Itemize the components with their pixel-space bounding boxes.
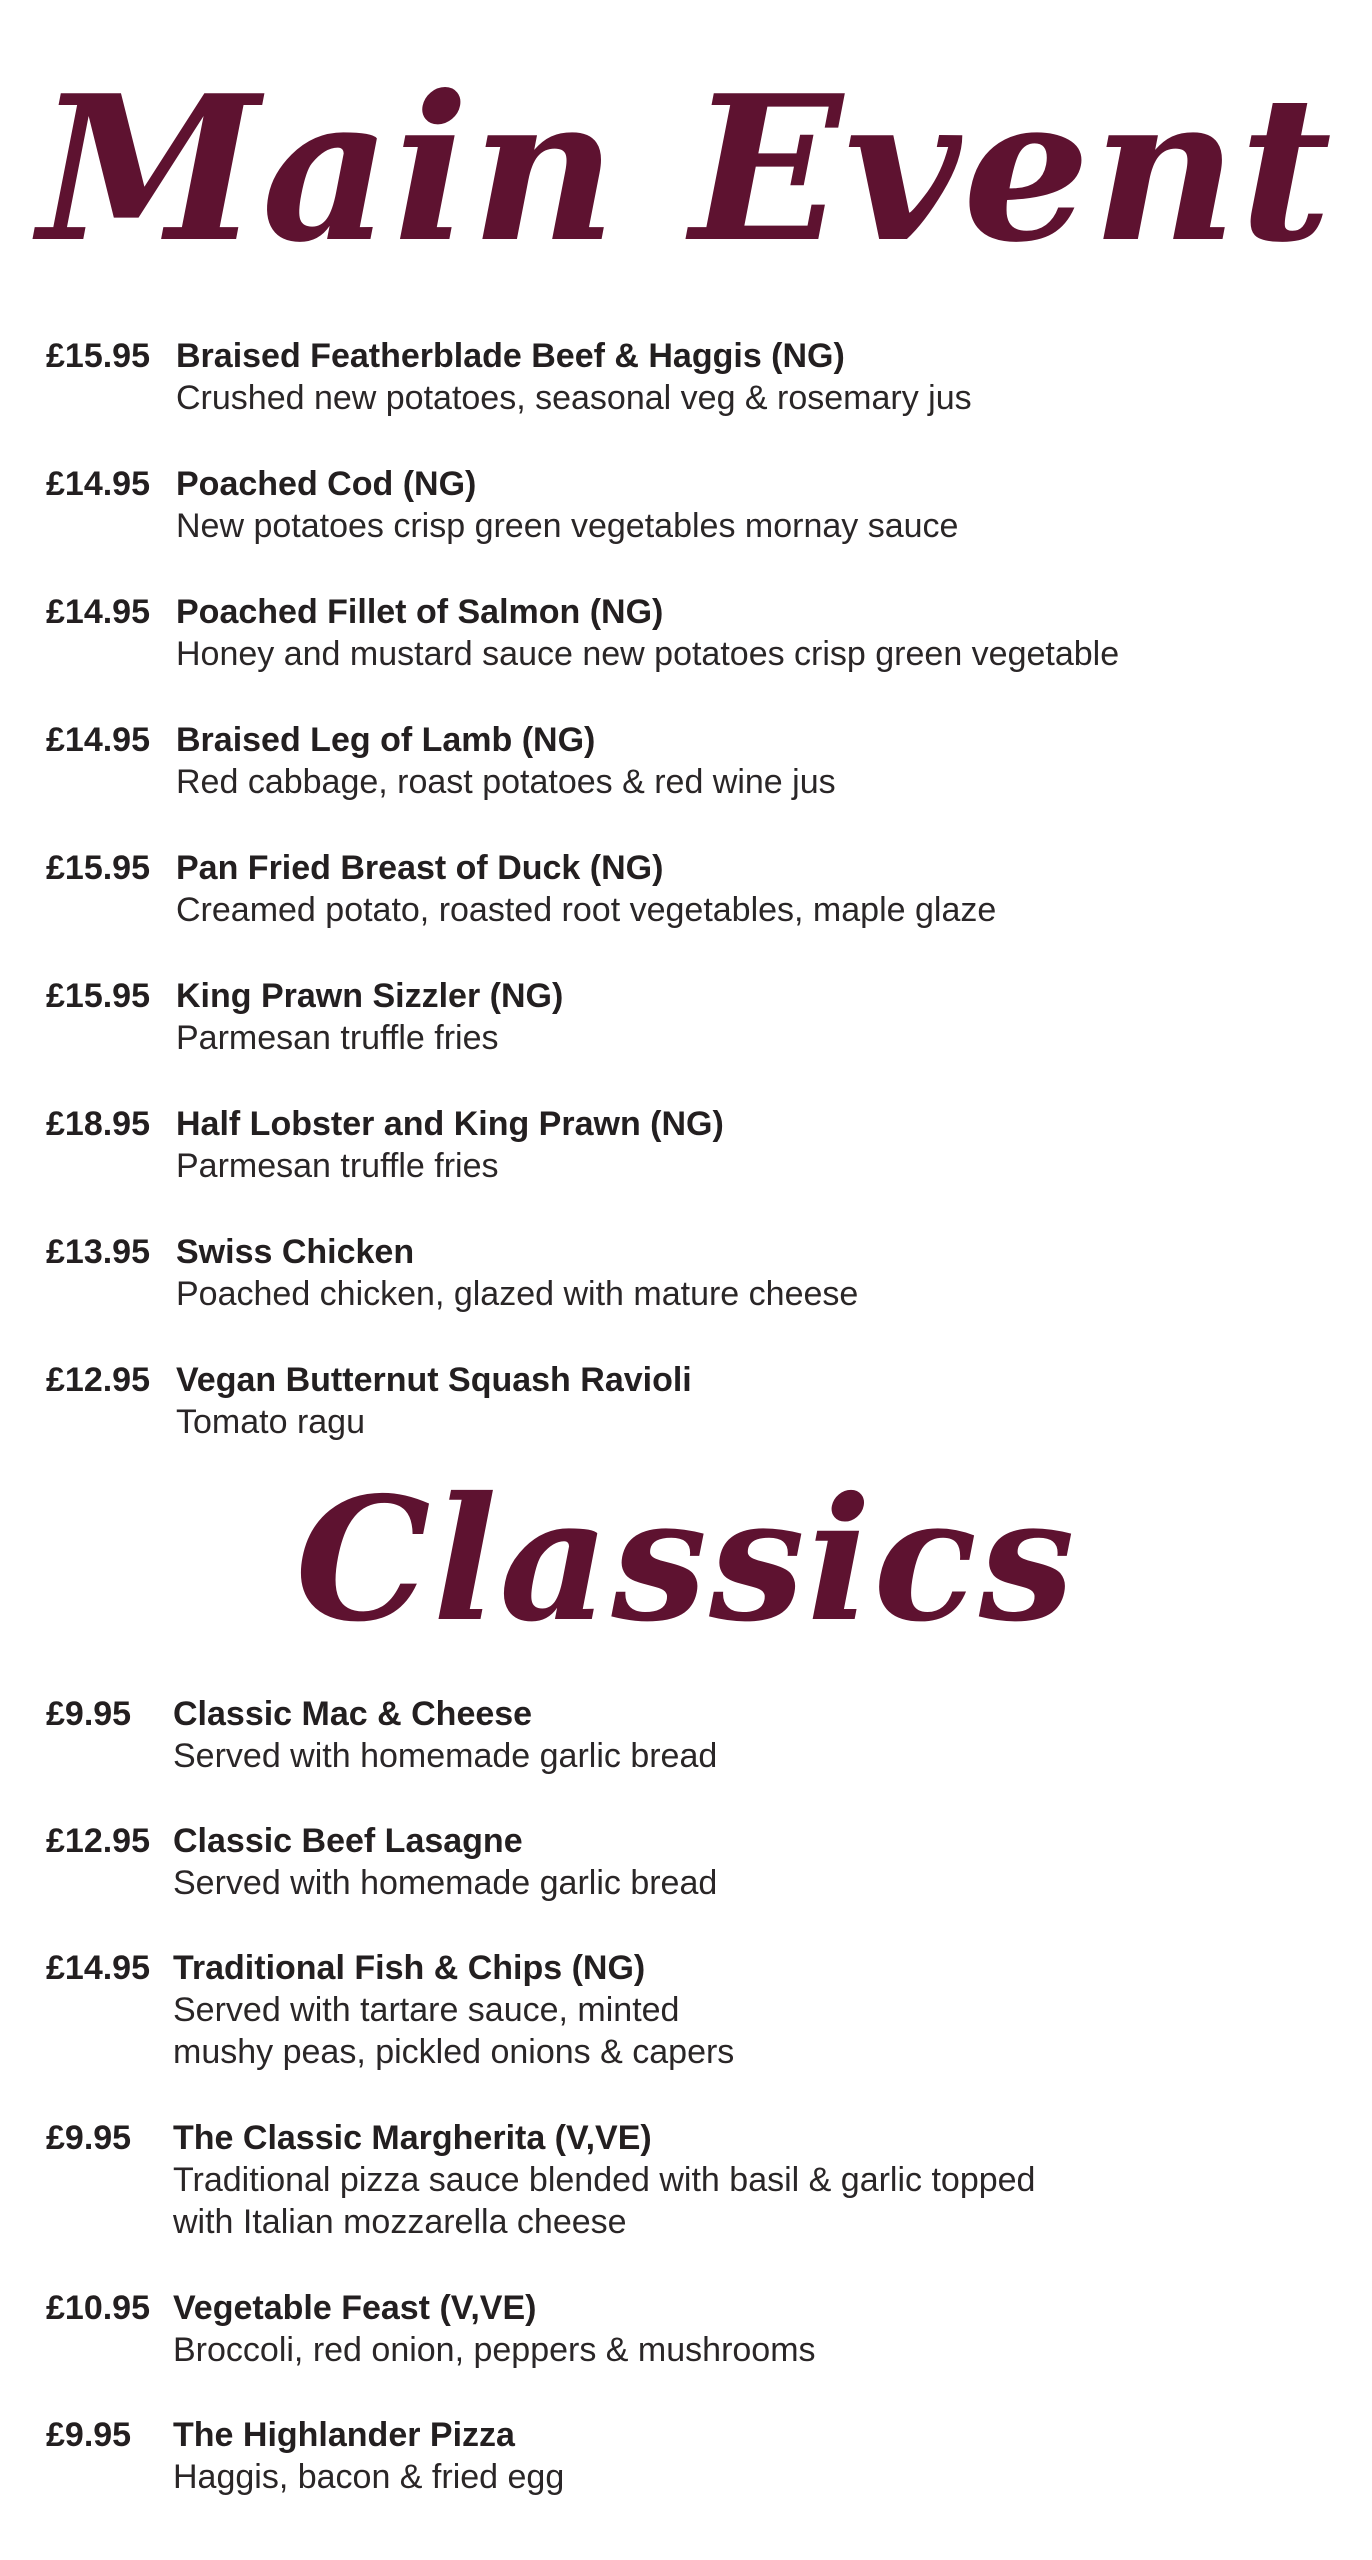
item-description: Parmesan truffle fries	[176, 1147, 499, 1185]
main-event-heading: Main Event	[38, 52, 1334, 287]
item-name: Vegetable Feast (V,VE)	[173, 2289, 537, 2327]
item-name: Poached Fillet of Salmon (NG)	[176, 593, 664, 631]
item-description: Haggis, bacon & fried egg	[173, 2458, 565, 2496]
item-name: Classic Beef Lasagne	[173, 1822, 523, 1860]
menu-item	[0, 2117, 1372, 2287]
item-name: Vegan Butternut Squash Ravioli	[176, 1361, 692, 1399]
item-name: Poached Cod (NG)	[176, 465, 477, 503]
menu-item	[0, 591, 1372, 719]
menu-item	[0, 2414, 1372, 2541]
menu-item	[0, 719, 1372, 847]
item-price: £12.95	[46, 1361, 150, 1399]
item-name: The Classic Margherita (V,VE)	[173, 2119, 652, 2157]
item-description: Served with homemade garlic bread	[173, 1864, 718, 1902]
item-price: £10.95	[46, 2289, 150, 2327]
item-price: £15.95	[46, 337, 150, 375]
item-description: Honey and mustard sauce new potatoes crisp green vegetable	[176, 635, 1120, 673]
item-name: Braised Leg of Lamb (NG)	[176, 721, 596, 759]
item-description: Red cabbage, roast potatoes & red wine jus	[176, 763, 836, 801]
menu-item	[0, 2287, 1372, 2414]
item-name: Half Lobster and King Prawn (NG)	[176, 1105, 724, 1143]
item-name: Classic Mac & Cheese	[173, 1695, 533, 1733]
menu-item	[0, 1231, 1372, 1359]
item-price: £14.95	[46, 721, 150, 759]
item-price: £15.95	[46, 977, 150, 1015]
item-name: Braised Featherblade Beef & Haggis (NG)	[176, 337, 845, 375]
item-description: Broccoli, red onion, peppers & mushrooms	[173, 2331, 816, 2369]
item-price: £9.95	[46, 2416, 132, 2454]
item-name: Traditional Fish & Chips (NG)	[173, 1949, 646, 1987]
item-description: Crushed new potatoes, seasonal veg & rosemary jus	[176, 379, 972, 417]
classics-list	[0, 1693, 1372, 2541]
item-price: £14.95	[46, 593, 150, 631]
menu-item	[0, 1947, 1372, 2117]
item-description: Traditional pizza sauce blended with basil & garlic topped with Italian mozzarella cheese	[173, 2161, 1036, 2241]
item-price: £12.95	[46, 1822, 150, 1860]
item-description: New potatoes crisp green vegetables mornay sauce	[176, 507, 959, 545]
menu-item	[0, 1103, 1372, 1231]
menu-item	[0, 1693, 1372, 1820]
item-description: Poached chicken, glazed with mature cheese	[176, 1275, 859, 1313]
item-name: Swiss Chicken	[176, 1233, 415, 1271]
menu-item	[0, 1820, 1372, 1947]
item-price: £18.95	[46, 1105, 150, 1143]
item-description: Served with homemade garlic bread	[173, 1737, 718, 1775]
item-price: £15.95	[46, 849, 150, 887]
item-price: £14.95	[46, 1949, 150, 1987]
classics-heading: Classics	[295, 1460, 1077, 1660]
item-description: Tomato ragu	[176, 1403, 365, 1441]
item-name: The Highlander Pizza	[173, 2416, 515, 2454]
item-description: Creamed potato, roasted root vegetables, maple glaze	[176, 891, 997, 929]
item-name: King Prawn Sizzler (NG)	[176, 977, 564, 1015]
item-price: £9.95	[46, 1695, 132, 1733]
item-price: £13.95	[46, 1233, 150, 1271]
menu-item	[0, 335, 1372, 463]
item-description: Served with tartare sauce, minted mushy peas, pickled onions & capers	[173, 1991, 735, 2071]
item-name: Pan Fried Breast of Duck (NG)	[176, 849, 664, 887]
menu-item	[0, 847, 1372, 975]
item-price: £9.95	[46, 2119, 132, 2157]
main-event-list	[0, 335, 1372, 1487]
item-price: £14.95	[46, 465, 150, 503]
menu-item	[0, 975, 1372, 1103]
menu-item	[0, 463, 1372, 591]
item-description: Parmesan truffle fries	[176, 1019, 499, 1057]
